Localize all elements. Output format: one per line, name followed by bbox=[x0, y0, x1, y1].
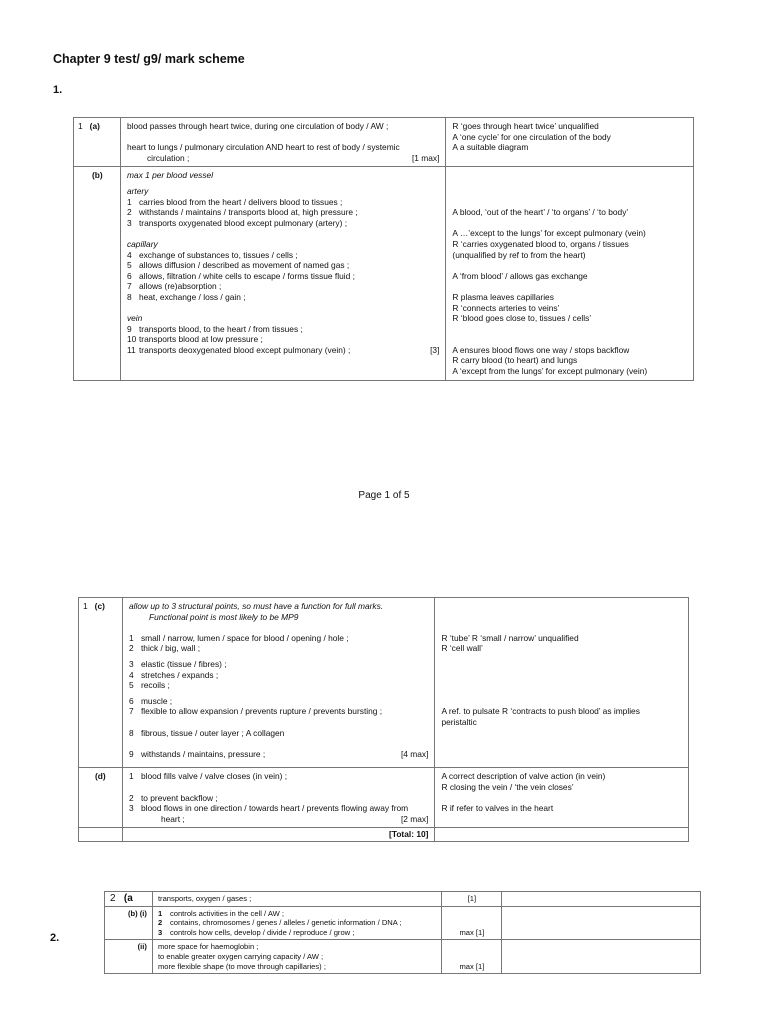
part-label: (a bbox=[123, 893, 133, 904]
point-number: 9 bbox=[128, 748, 134, 759]
mark-allocation: max [1] bbox=[442, 940, 502, 974]
row-1a bbox=[74, 118, 694, 167]
marking-point: fibrous, tissue / outer layer ; A collagen bbox=[140, 727, 285, 738]
guidance-line: A ensures blood flows one way / stops backflow bbox=[452, 344, 630, 355]
mark-allocation: [3] bbox=[430, 344, 440, 355]
point-number: 2 bbox=[128, 792, 134, 803]
guidance-line: A ‘except from the lungs’ for except pulmonary (vein) bbox=[452, 366, 648, 377]
guidance-line: A …’except to the lungs’ for except pulmonary (vein) bbox=[452, 228, 646, 239]
total-mark: [Total: 10] bbox=[122, 828, 434, 842]
answer-intro: allow up to 3 structural points, so must have a function for full marks. bbox=[128, 601, 384, 611]
artery-heading: artery bbox=[126, 185, 149, 196]
point-number: 5 bbox=[126, 260, 132, 271]
marking-point: stretches / expands ; bbox=[140, 669, 219, 680]
guidance-line: R ‘goes through heart twice’ unqualified bbox=[452, 121, 599, 131]
point-number: 2 bbox=[126, 207, 132, 218]
guidance-line: R ‘cell wall’ bbox=[441, 643, 483, 654]
part-label: (c) bbox=[94, 601, 105, 611]
point-number: 4 bbox=[128, 669, 134, 680]
marking-point: carries blood from the heart / delivers blood to tissues ; bbox=[138, 196, 343, 207]
marking-point: thick / big, wall ; bbox=[140, 643, 201, 654]
marking-point: more flexible shape (to move through capillaries) ; bbox=[157, 961, 326, 971]
part-label: (a) bbox=[89, 121, 100, 131]
point-number: 11 bbox=[126, 344, 136, 355]
guidance-line: R plasma leaves capillaries bbox=[452, 291, 554, 302]
mark-scheme-table-2 bbox=[78, 597, 689, 842]
vein-heading: vein bbox=[126, 313, 143, 324]
question-number: 1 bbox=[78, 121, 83, 131]
point-number: 4 bbox=[126, 249, 132, 260]
point-number: 8 bbox=[128, 727, 134, 738]
guidance-cell bbox=[446, 118, 694, 167]
point-number: 2 bbox=[157, 918, 163, 928]
guidance-line: A blood, ‘out of the heart’ / ‘to organs’ / ‘to body’ bbox=[452, 207, 629, 218]
marking-point: elastic (tissue / fibres) ; bbox=[140, 658, 227, 669]
guidance-line: R ‘tube’ R ‘small / narrow’ unqualified bbox=[441, 632, 579, 643]
marking-point: heart ; bbox=[160, 813, 185, 824]
row-1b bbox=[74, 167, 694, 380]
answer-cell bbox=[152, 906, 442, 940]
point-number: 1 bbox=[128, 632, 134, 643]
point-number: 5 bbox=[128, 680, 134, 691]
mark-allocation: [4 max] bbox=[400, 748, 429, 759]
marking-point: contains, chromosomes / genes / alleles / genetic information / DNA ; bbox=[169, 918, 402, 928]
point-number: 10 bbox=[126, 334, 137, 345]
mark-allocation: [1] bbox=[442, 892, 502, 907]
marking-point: transports deoxygenated blood except pulmonary (vein) ; bbox=[138, 344, 351, 355]
mark-allocation: [1 max] bbox=[411, 152, 440, 163]
row-2bi bbox=[105, 906, 701, 940]
row-1d bbox=[79, 768, 689, 828]
marking-point: muscle ; bbox=[140, 695, 173, 706]
point-number: 1 bbox=[126, 196, 132, 207]
marking-point: transports blood at low pressure ; bbox=[138, 334, 263, 345]
mark-scheme-table-3 bbox=[104, 891, 701, 974]
point-number: 3 bbox=[128, 658, 134, 669]
marking-point: blood flows in one direction / towards heart / prevents flowing away from bbox=[140, 803, 409, 814]
guidance-line: R if refer to valves in the heart bbox=[441, 803, 554, 814]
answer-cell bbox=[120, 118, 445, 167]
row-2a bbox=[105, 892, 701, 907]
question-cell bbox=[79, 598, 123, 768]
answer-cell bbox=[122, 598, 434, 768]
guidance-line: R carry blood (to heart) and lungs bbox=[452, 355, 578, 366]
marking-point: controls activities in the cell / AW ; bbox=[169, 908, 285, 918]
marking-point: withstands / maintains / transports blood at, high pressure ; bbox=[138, 207, 358, 218]
answer-cell bbox=[122, 768, 434, 828]
answer-cell bbox=[120, 167, 445, 380]
guidance-line: A correct description of valve action (in vein) bbox=[441, 771, 606, 782]
guidance-cell bbox=[446, 167, 694, 380]
mark-allocation: [2 max] bbox=[400, 813, 429, 824]
question-cell bbox=[74, 167, 121, 380]
marking-point: exchange of substances to, tissues / cells ; bbox=[138, 249, 298, 260]
guidance-line: R ‘connects arteries to veins’ bbox=[452, 302, 560, 313]
guidance-line: R ‘blood goes close to, tissues / cells’ bbox=[452, 313, 592, 324]
marking-point: recoils ; bbox=[140, 680, 170, 691]
guidance-cell bbox=[435, 768, 689, 828]
marking-point: more space for haemoglobin ; bbox=[157, 942, 259, 952]
question-cell bbox=[74, 118, 121, 167]
marking-point: controls how cells, develop / divide / reproduce / grow ; bbox=[169, 927, 355, 937]
mark-allocation: max [1] bbox=[442, 906, 502, 940]
marking-point: blood fills valve / valve closes (in vein) ; bbox=[140, 771, 288, 782]
point-number: 6 bbox=[126, 270, 132, 281]
point-number: 6 bbox=[128, 695, 134, 706]
guidance-line: A ref. to pulsate R ‘contracts to push blood’ as implies bbox=[441, 706, 640, 717]
question-2-label: 2. bbox=[50, 932, 60, 944]
mark-scheme-table-1 bbox=[73, 117, 694, 381]
guidance-line: A a suitable diagram bbox=[452, 142, 529, 153]
guidance-cell bbox=[435, 598, 689, 768]
guidance-line: R closing the vein / ‘the vein closes’ bbox=[441, 781, 574, 792]
point-number: 9 bbox=[126, 323, 132, 334]
answer-cell bbox=[152, 940, 442, 974]
point-number: 7 bbox=[128, 706, 134, 717]
point-number: 8 bbox=[126, 291, 132, 302]
marking-point: withstands / maintains, pressure ; bbox=[140, 748, 266, 759]
row-2bii bbox=[105, 940, 701, 974]
point-number: 1 bbox=[128, 771, 134, 782]
marking-point: allows, filtration / white cells to escape / forms tissue fluid ; bbox=[138, 270, 355, 281]
part-label: (d) bbox=[95, 771, 106, 782]
point-number: 7 bbox=[126, 281, 132, 292]
point-number: 3 bbox=[128, 803, 134, 814]
marking-point: transports blood, to the heart / from tissues ; bbox=[138, 323, 303, 334]
row-1c bbox=[79, 598, 689, 768]
point-number: 2 bbox=[128, 643, 134, 654]
guidance-line: R ‘carries oxygenated blood to, organs / tissues bbox=[452, 238, 629, 249]
question-number: 2 bbox=[110, 893, 116, 904]
answer-line: circulation ; bbox=[146, 152, 190, 163]
answer-line: heart to lungs / pulmonary circulation AND heart to rest of body / systemic bbox=[126, 142, 400, 153]
marking-point: small / narrow, lumen / space for blood / opening / hole ; bbox=[140, 632, 349, 643]
page-title: Chapter 9 test/ g9/ mark scheme bbox=[53, 52, 245, 66]
guidance-line: peristaltic bbox=[441, 716, 477, 727]
marking-point: to enable greater oxygen carrying capacity / AW ; bbox=[157, 951, 324, 961]
point-number: 3 bbox=[126, 217, 132, 228]
marking-point: allows diffusion / described as movement of named gas ; bbox=[138, 260, 350, 271]
question-number: 1 bbox=[83, 601, 88, 611]
question-cell bbox=[79, 768, 123, 828]
guidance-line: (unqualified by ref to from the heart) bbox=[452, 249, 586, 260]
marking-point: flexible to allow expansion / prevents rupture / prevents bursting ; bbox=[140, 706, 383, 717]
part-label: (ii) bbox=[105, 940, 153, 974]
capillary-heading: capillary bbox=[126, 238, 158, 249]
part-label: (b) bbox=[92, 170, 103, 181]
answer-line: blood passes through heart twice, during one circulation of body / AW ; bbox=[126, 121, 389, 131]
answer-cell: transports, oxygen / gases ; bbox=[152, 892, 442, 907]
marking-point: allows (re)absorption ; bbox=[138, 281, 222, 292]
answer-intro: Functional point is most likely to be MP9 bbox=[148, 611, 299, 622]
marking-point: transports oxygenated blood except pulmonary (artery) ; bbox=[138, 217, 348, 228]
page-footer: Page 1 of 5 bbox=[358, 490, 410, 501]
guidance-line: A ‘from blood’ / allows gas exchange bbox=[452, 270, 588, 281]
part-label: (b) (i) bbox=[105, 906, 153, 940]
point-number: 1 bbox=[157, 908, 163, 918]
marking-point: heat, exchange / loss / gain ; bbox=[138, 291, 246, 302]
question-1-label: 1. bbox=[53, 84, 63, 96]
guidance-line: A ‘one cycle’ for one circulation of the body bbox=[452, 131, 611, 142]
marking-point: to prevent backflow ; bbox=[140, 792, 218, 803]
point-number: 3 bbox=[157, 927, 163, 937]
row-total bbox=[79, 828, 689, 842]
answer-intro: max 1 per blood vessel bbox=[126, 170, 214, 181]
